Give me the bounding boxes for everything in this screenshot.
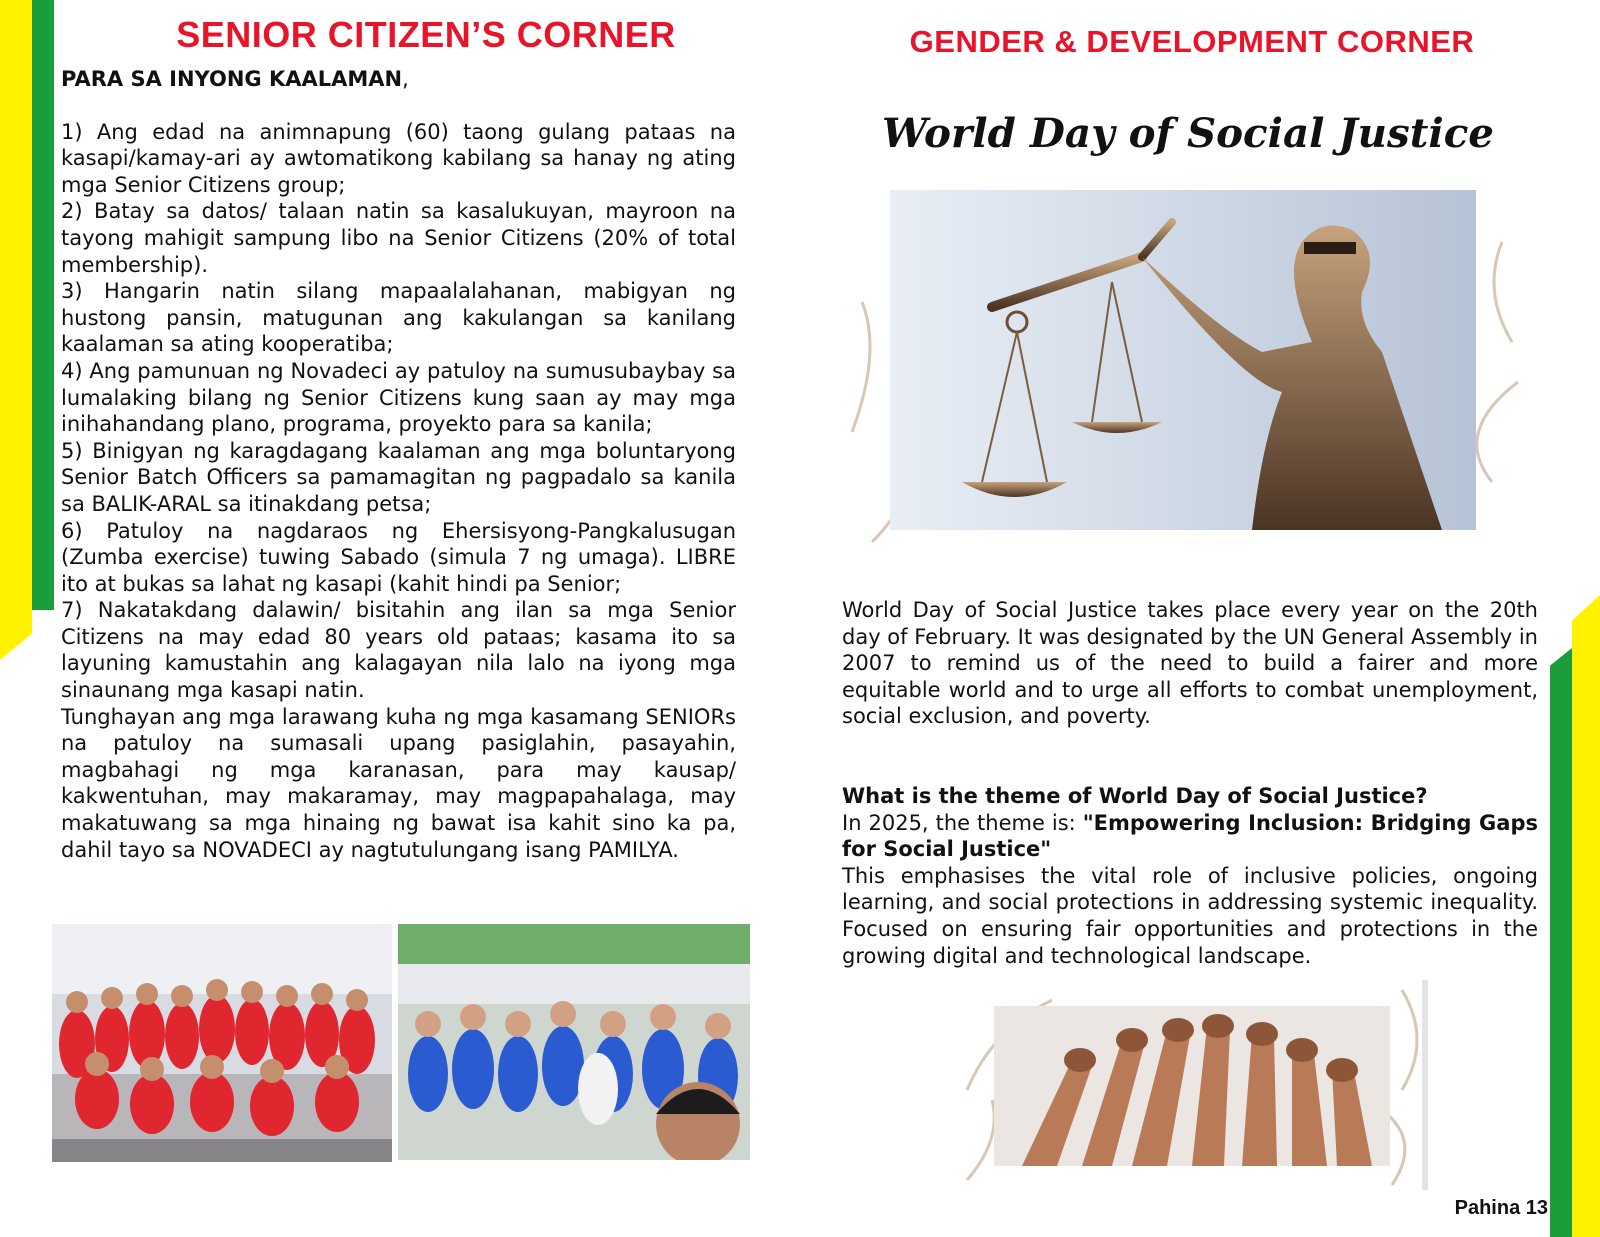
lady-justice-graphic xyxy=(842,182,1528,572)
senior-corner-title: SENIOR CITIZEN’S CORNER xyxy=(176,14,676,55)
senior-corner-body xyxy=(61,66,736,863)
senior-corner-lead: PARA SA INYONG KAALAMAN, xyxy=(61,67,409,91)
senior-item-3: 3) Hangarin natin silang mapaalalahanan, mabigyan ng hustong pansin, matugunan ang kakulangan sa kanilang kaalaman sa ating kooperatiba; xyxy=(61,279,736,357)
world-day-banner xyxy=(878,104,1498,162)
right-green-bar xyxy=(1550,648,1572,1237)
world-day-banner-graphic xyxy=(878,104,1498,162)
world-day-banner-text: World Day of Social Justice xyxy=(882,110,1494,157)
page-number: Pahina 13 xyxy=(1454,1197,1548,1219)
senior-closing-paragraph: Tunghayan ang mga larawang kuha ng mga kasamang SENIORs na patuloy na sumasali upang pasiglahin, pasayahin, magbahagi ng mga karanasan, para may kausap/ kakwentuhan, may makaramay, may magpapahalaga, may makatuwang sa mga hinaing ng bawat isa kahit sino ka pa, dahil tayo sa NOVADECI ay nagtutulungang isang PAMILYA. xyxy=(61,704,736,862)
lady-justice-image xyxy=(842,182,1528,572)
left-green-bar xyxy=(32,0,54,610)
senior-item-6: 6) Patuloy na nagdaraos ng Ehersisyong-Pangkalusugan (Zumba exercise) tuwing Sabado (simula 7 ng umaga). LIBRE ito at bukas sa lahat ng kasapi (kahit hindi pa Senior; xyxy=(61,518,736,596)
photo-seniors-blue-shirts xyxy=(398,924,750,1160)
gad-corner-title: GENDER & DEVELOPMENT CORNER xyxy=(909,24,1475,59)
gad-corner-body xyxy=(842,597,1538,969)
left-yellow-bar xyxy=(0,0,32,660)
joined-hands-image xyxy=(962,980,1432,1190)
theme-question: What is the theme of World Day of Social Justice? xyxy=(842,783,1428,808)
theme-statement: In 2025, the theme is: "Empowering Inclusion: Bridging Gaps for Social Justice" xyxy=(842,810,1538,862)
senior-item-7: 7) Nakatakdang dalawin/ bisitahin ang ilan sa mga Senior Citizens na may edad 80 years old pataas; kasama ito sa layuning kamustahin ang kalagayan nila lalo na iyong mga sinaunang mga kasapi natin. xyxy=(61,598,736,703)
senior-item-2: 2) Batay sa datos/ talaan natin sa kasalukuyan, mayroon na tayong mahigit sampung libo na Senior Citizens (20% of total membership). xyxy=(61,199,736,277)
photo-seniors-red-shirts-graphic xyxy=(52,924,392,1162)
right-yellow-bar xyxy=(1572,595,1600,1237)
theme-quote: "Empowering Inclusion: Bridging Gaps for Social Justice" xyxy=(842,810,1538,862)
social-justice-intro: World Day of Social Justice takes place every year on the 20th day of February. It was designated by the UN General Assembly in 2007 to remind us of the need to build a fairer and more equitable world and to urge all efforts to combat unemployment, social exclusion, and poverty. xyxy=(842,598,1538,729)
senior-item-5: 5) Binigyan ng karagdagang kaalaman ang mga boluntaryong Senior Batch Officers sa pamamagitan ng pagpadalo sa kanila sa BALIK-ARAL sa itinakdang petsa; xyxy=(61,438,736,516)
senior-item-4: 4) Ang pamunuan ng Novadeci ay patuloy na sumusubaybay sa lumalaking bilang ng Senior Citizens kung saan ay may mga inihahandang plano, programa, proyekto para sa kanila; xyxy=(61,358,736,437)
joined-hands-graphic xyxy=(962,980,1432,1190)
theme-explanation: This emphasises the vital role of inclusive policies, ongoing learning, and social protections in addressing systemic inequality. Focused on ensuring fair opportunities and protections in the growing digital and technological landscape. xyxy=(842,863,1538,968)
photo-seniors-red-shirts xyxy=(52,924,392,1162)
photo-seniors-blue-shirts-graphic xyxy=(398,924,750,1160)
senior-item-1: 1) Ang edad na animnapung (60) taong gulang pataas na kasapi/kamay-ari ay awtomatikong kabilang sa hanay ng ating mga Senior Citizens group; xyxy=(61,119,736,197)
